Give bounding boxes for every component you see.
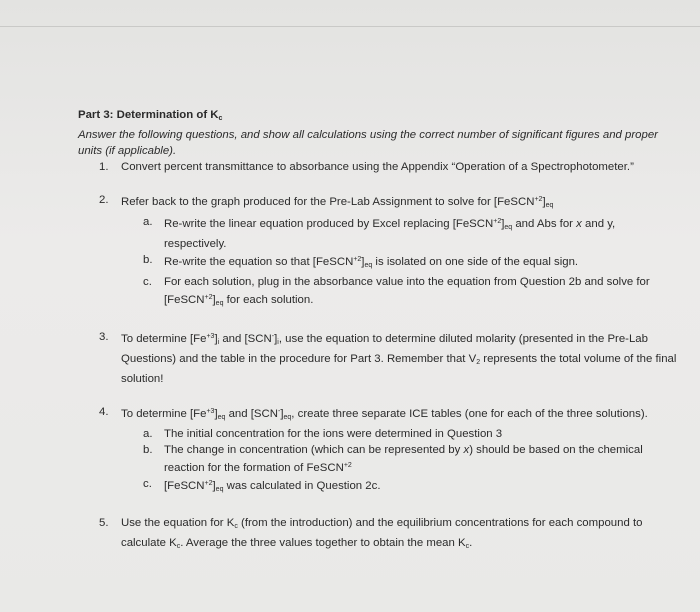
part3-section <box>78 107 678 555</box>
question-text: To determine $[Fe^{+3}]_{eq}$ and $[SCN^-]_{eq}$, create three separate ICE tables (one for each of the three solutions). <box>121 408 648 421</box>
question-text: Refer back to the graph produced for the Pre-Lab Assignment to solve for $[FeSCN^{+2}]_{eq}$ <box>121 196 554 209</box>
sub-question-list <box>121 426 678 498</box>
question-1 <box>78 159 678 175</box>
spacer <box>78 498 678 515</box>
question-2 <box>78 192 678 312</box>
instructions-text: Answer the following questions, and show all calculations using the correct number of significant figures and proper units (if applicable). <box>78 129 658 157</box>
question-list <box>78 159 678 555</box>
sub-question-text: The change in concentration (which can be represented by x) should be based on the chemical reaction for the formation of FeSCN$^{+2}$ <box>164 444 643 474</box>
sub-question-text: Re-write the equation so that $[FeSCN^{+2}]_{eq}$ is isolated on one side of the equal sign. <box>164 256 579 269</box>
question-number: 4. <box>99 406 109 418</box>
sub-question-letter: c. <box>143 478 152 490</box>
spacer <box>78 387 678 404</box>
section-title <box>78 107 678 127</box>
sub-question-4c <box>121 476 678 498</box>
sub-question-list <box>121 214 678 312</box>
question-text: To determine $[Fe^{+3}]_i$ and $[SCN^-]_i$, use the equation to determine diluted molarity (presented in the Pre-Lab Questions) and the table in the procedure for Part 3. Remember that $V_2$ represents the total volume of the final solution! <box>121 333 677 385</box>
question-number: 1. <box>99 161 109 173</box>
spacer <box>78 312 678 329</box>
question-number: 2. <box>99 194 109 206</box>
question-5 <box>78 515 678 555</box>
question-text: Use the equation for $K_c$ (from the introduction) and the equilibrium concentrations for each compound to calculate $K_c$. Average the three values together to obtain the mean $K_c$. <box>121 517 643 550</box>
sub-question-4a <box>121 426 678 442</box>
question-3 <box>78 329 678 387</box>
sub-question-letter: c. <box>143 276 152 288</box>
sub-question-2b <box>121 252 678 274</box>
sub-question-text: Re-write the linear equation produced by Excel replacing $[FeSCN^{+2}]_{eq}$ and Abs for x and y, respectively. <box>164 218 616 250</box>
section-title-subscript: c <box>218 115 223 122</box>
section-title-text: Part 3: Determination of K <box>78 109 219 121</box>
spacer <box>78 175 678 192</box>
question-text: Convert percent transmittance to absorbance using the Appendix “Operation of a Spectrophotometer.” <box>121 161 634 173</box>
sub-question-letter: b. <box>143 254 153 266</box>
question-4 <box>78 404 678 498</box>
question-number: 5. <box>99 517 109 529</box>
sub-question-letter: b. <box>143 444 153 456</box>
sub-question-letter: a. <box>143 216 153 228</box>
sub-question-4b <box>121 442 678 476</box>
sub-question-text: For each solution, plug in the absorbance value into the equation from Question 2b and solve for $[FeSCN^{+2}]_{eq}$ for each solution. <box>164 276 650 307</box>
question-number: 3. <box>99 331 109 343</box>
sub-question-2a <box>121 214 678 252</box>
sub-question-2c <box>121 274 678 312</box>
sub-question-text: $[FeSCN^{+2}]_{eq}$ was calculated in Question 2c. <box>164 480 381 493</box>
sub-question-letter: a. <box>143 428 153 440</box>
sub-question-text: The initial concentration for the ions were determined in Question 3 <box>164 428 503 440</box>
page-edge-line <box>0 26 700 27</box>
